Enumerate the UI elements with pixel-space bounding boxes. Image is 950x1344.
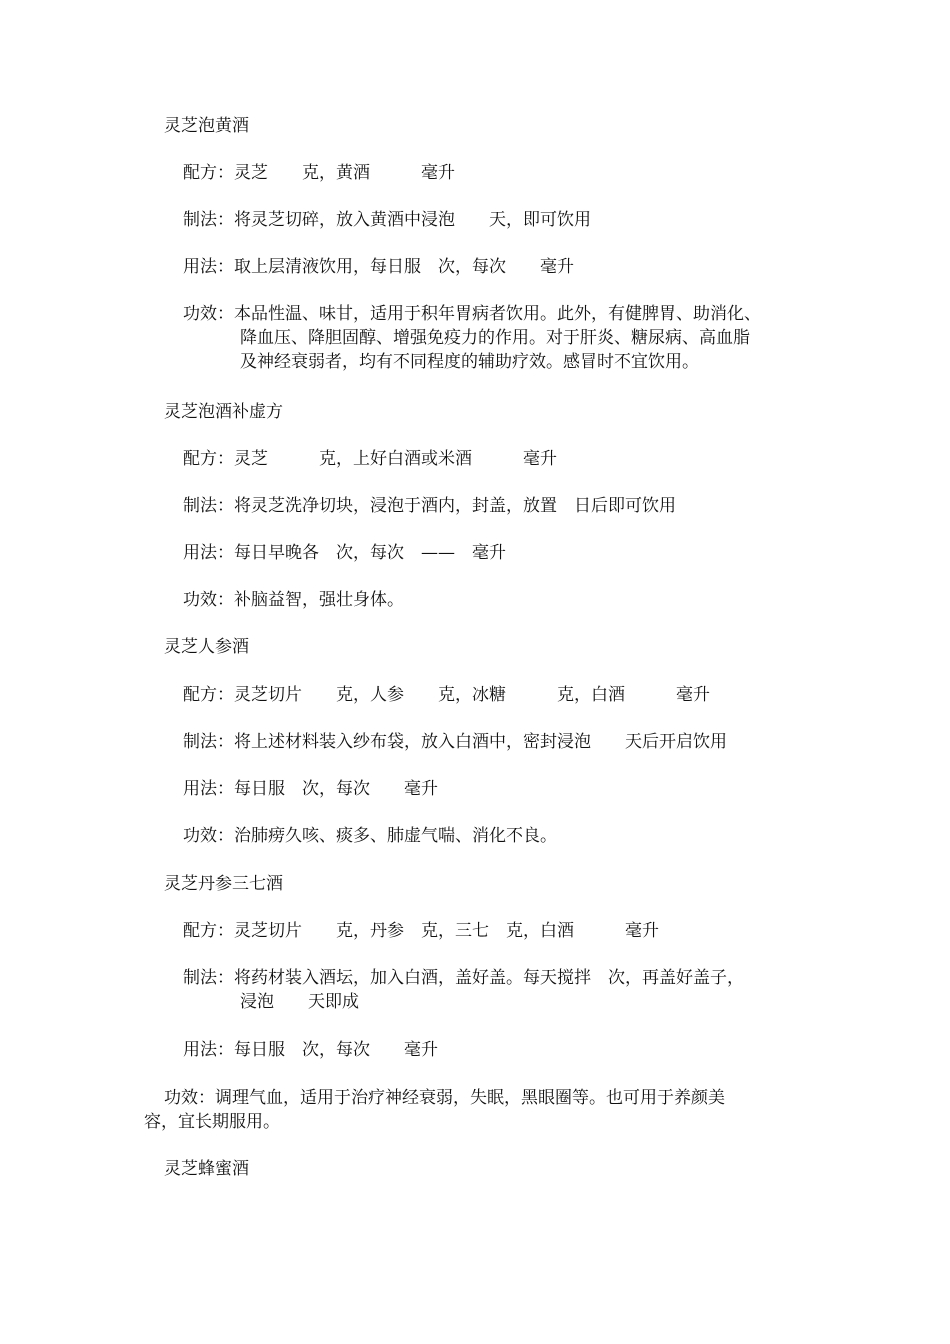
recipe-title: 灵芝泡酒补虚方 [164,402,283,422]
recipe-usage: 用法：每日服 次，每次 毫升 [183,779,438,799]
recipe-effect-continued: 容，宜长期服用。 [144,1112,280,1132]
recipe-effect: 功效：补脑益智，强壮身体。 [183,590,404,610]
recipe-title: 灵芝蜂蜜酒 [164,1159,249,1179]
recipe-method: 制法：将灵芝洗净切块，浸泡于酒内，封盖，放置 日后即可饮用 [183,496,676,516]
recipe-method: 制法：将灵芝切碎，放入黄酒中浸泡 天，即可饮用 [183,210,591,230]
recipe-method: 制法：将药材装入酒坛，加入白酒，盖好盖。每天搅拌 次，再盖好盖子， [183,968,744,988]
recipe-formula: 配方：灵芝切片 克，人参 克，冰糖 克，白酒 毫升 [183,685,710,705]
recipe-method-continued: 浸泡 天即成 [240,992,359,1012]
recipe-effect: 功效：调理气血，适用于治疗神经衰弱，失眠，黑眼圈等。也可用于养颜美 [164,1088,725,1108]
recipe-usage: 用法：每日早晚各 次，每次 —— 毫升 [183,543,506,563]
recipe-usage: 用法：取上层清液饮用，每日服 次，每次 毫升 [183,257,574,277]
recipe-effect: 功效：治肺痨久咳、痰多、肺虚气喘、消化不良。 [183,826,557,846]
recipe-usage: 用法：每日服 次，每次 毫升 [183,1040,438,1060]
recipe-formula: 配方：灵芝 克，上好白酒或米酒 毫升 [183,449,557,469]
recipe-effect-continued: 及神经衰弱者，均有不同程度的辅助疗效。感冒时不宜饮用。 [240,352,699,372]
recipe-method: 制法：将上述材料装入纱布袋，放入白酒中，密封浸泡 天后开启饮用 [183,732,727,752]
recipe-title: 灵芝人参酒 [164,637,249,657]
recipe-title: 灵芝泡黄酒 [164,116,249,136]
recipe-effect-continued: 降血压、降胆固醇、增强免疫力的作用。对于肝炎、糖尿病、高血脂 [240,328,750,348]
recipe-title: 灵芝丹参三七酒 [164,874,283,894]
recipe-formula: 配方：灵芝切片 克，丹参 克，三七 克，白酒 毫升 [183,921,659,941]
recipe-formula: 配方：灵芝 克，黄酒 毫升 [183,163,455,183]
recipe-effect: 功效：本品性温、味甘，适用于积年胃病者饮用。此外，有健脾胃、助消化、 [183,304,761,324]
